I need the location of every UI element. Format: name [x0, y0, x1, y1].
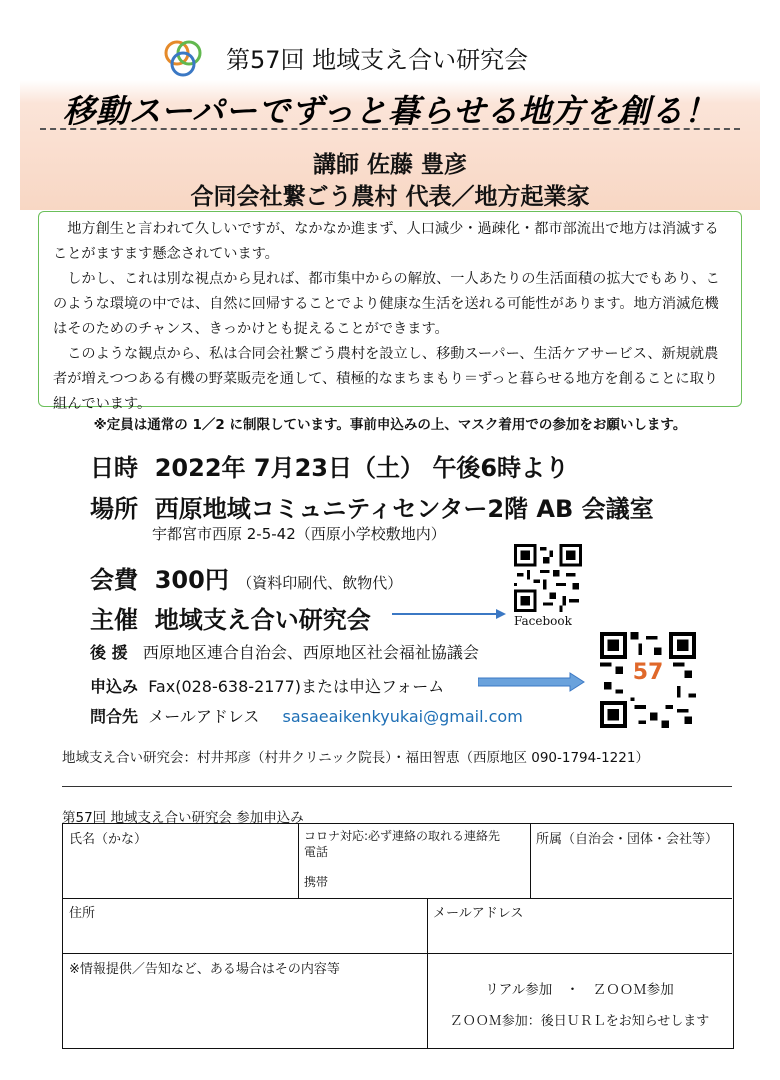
apply-value: Fax(028-638-2177)または申込フォーム	[148, 677, 445, 696]
arrow-to-facebook-icon	[392, 606, 512, 622]
divider	[63, 953, 732, 954]
lecturer-affiliation: 合同会社繋ごう農村 代表／地方起業家	[190, 184, 590, 210]
org-label: 主催	[90, 606, 138, 634]
email-field[interactable]	[427, 900, 732, 953]
mobile-label: 携帯	[304, 875, 329, 889]
support-value: 西原地区連合自治会、西原地区社会福祉協議会	[142, 643, 479, 662]
members-line: 地域支え合い研究会：村井邦彦（村井クリニック院長）・福田智恵（西原地区 090-1794-1221）	[62, 750, 649, 766]
form-title: 第57回 地域支え合い研究会 参加申込み	[62, 810, 304, 826]
venue-label: 場所	[90, 495, 138, 523]
support-label: 後 援	[90, 643, 128, 662]
affiliation-label: 所属（自治会・団体・会社等）	[536, 832, 719, 847]
info-label: ※情報提供／告知など、ある場合はその内容等	[69, 962, 340, 977]
participation-options[interactable]: リアル参加 ・ ＺＯＯＭ参加	[485, 982, 674, 998]
contact-label: 問合先	[90, 707, 139, 726]
application-form-table	[62, 823, 734, 1049]
main-title: 移動スーパーでずっと暮らせる地方を創る！	[63, 92, 717, 130]
qr-badge: 57	[632, 660, 664, 685]
series-title: 第57回 地域支え合い研究会	[226, 46, 529, 74]
intro-paragraph: しかし、これは別な視点から見れば、都市集中からの解放、一人あたりの生活面積の拡大でもあり、このような環境の中では、自然に回帰することでより健康な生活を送れる可能性があります。地方消滅危機はそのためのチャンス、きっかけとも捉えることができます。	[53, 271, 720, 337]
fee-note: （資料印刷代、飲物代）	[237, 574, 403, 592]
event-organizer	[90, 600, 371, 635]
org-value: 地域支え合い研究会	[154, 606, 371, 634]
name-field[interactable]	[63, 826, 298, 898]
event-contact	[90, 704, 523, 727]
facebook-qr-code-icon[interactable]	[514, 544, 582, 612]
address-field[interactable]	[63, 900, 427, 953]
event-application	[90, 674, 444, 697]
separator	[62, 786, 732, 787]
corona-note: コロナ対応:必ず連絡の取れる連絡先	[304, 829, 501, 843]
apply-label: 申込み	[90, 677, 139, 696]
info-field[interactable]	[63, 956, 427, 1046]
contact-value: メールアドレス	[148, 707, 260, 726]
event-datetime	[90, 448, 569, 483]
address-label: 住所	[69, 906, 96, 921]
email-label: メールアドレス	[433, 906, 524, 921]
rings-logo-icon	[160, 36, 206, 82]
facebook-label: Facebook	[514, 614, 572, 628]
venue-address: 宇都宮市西原 2-5-42（西原小学校敷地内）	[152, 525, 446, 543]
fee-value: 300円	[154, 566, 229, 594]
intro-box	[38, 211, 742, 412]
contact-field[interactable]	[298, 826, 530, 898]
intro-paragraph: 地方創生と言われて久しいですが、なかなか進まず、人口減少・過疎化・都市部流出で地方は消滅することがますます懸念されています。	[53, 221, 719, 262]
divider	[63, 898, 732, 899]
affiliation-field[interactable]	[530, 826, 732, 898]
venue-value: 西原地域コミュニティセンター2階 AB 会議室	[154, 495, 654, 523]
capacity-notice: ※定員は通常の 1／2 に制限しています。事前申込みの上、マスク着用での参加をお願いします。	[93, 417, 687, 433]
lecturer: 講師 佐藤 豊彦	[312, 152, 467, 178]
zoom-note: ＺＯＯＭ参加：後日ＵＲＬをお知らせします	[449, 1014, 710, 1029]
event-fee	[90, 560, 402, 595]
fee-label: 会費	[90, 566, 138, 594]
name-label: 氏名（かな）	[69, 832, 148, 847]
contact-email-link[interactable]: sasaeaikenkyukai@gmail.com	[282, 707, 523, 726]
date-value: 2022年 7月23日（土） 午後6時より	[154, 454, 570, 482]
event-supporters	[90, 640, 479, 663]
arrow-to-form-icon	[478, 672, 588, 692]
date-label: 日時	[90, 454, 138, 482]
title-underline	[40, 128, 740, 130]
phone-label: 電話	[304, 845, 329, 859]
event-venue	[90, 489, 654, 524]
intro-paragraph: このような観点から、私は合同会社繋ごう農村を設立し、移動スーパー、生活ケアサービス、新規就農者が増えつつある有機の野菜販売を通して、積極的なまちまもり＝ずっと暮らせる地方を創ることに取り組んでいます。	[53, 346, 719, 412]
